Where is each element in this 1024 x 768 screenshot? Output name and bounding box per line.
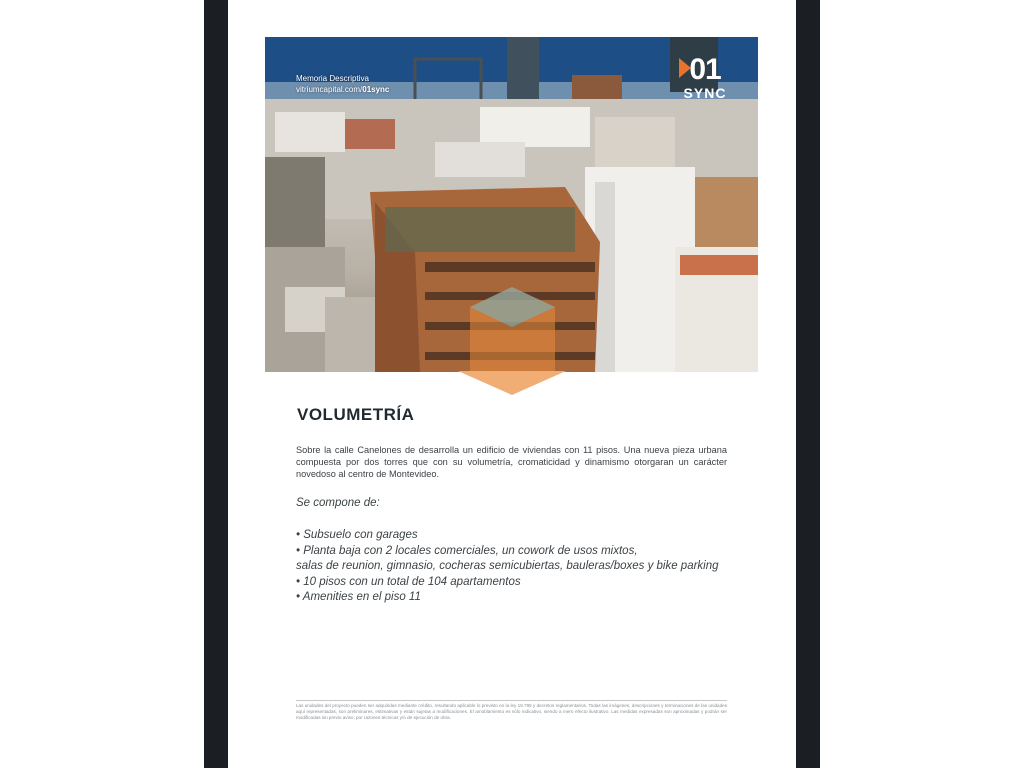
list-item: • Amenities en el piso 11 — [296, 591, 421, 603]
viewer-frame-right — [796, 0, 820, 768]
logo-number: 01 — [689, 53, 721, 86]
caption-url-prefix: vitriumcapital.com/ — [296, 85, 363, 94]
list-item: • 10 pisos con un total de 104 apartamentos — [296, 575, 521, 588]
viewer-frame-left — [204, 0, 228, 768]
document-page — [228, 0, 796, 768]
logo-arrow-icon — [679, 58, 691, 78]
list-item: • Subsuelo con garages — [296, 529, 418, 541]
logo-text: SYNC — [683, 85, 727, 101]
caption-title: Memoria Descriptiva — [296, 74, 369, 83]
sync-logo — [677, 55, 733, 105]
legal-disclaimer: Las unidades del proyecto pueden ser adquiridas mediante crédito, resultando aplicable lo previsto en la ley 18.795 y decretos reglamentarios. Todas las imágenes, descripciones y terminaciones de las unidades aquí representadas, son preliminares, estimativas y están sujetas a modificaciones. El amoblamiento es sólo indicativo, siendo a mero efecto ilustrativo. Las medidas expresadas son aproximadas y podrán ser modificadas sin previo aviso, por razones técnicas y/o de ejecución de obra. — [296, 703, 727, 720]
caption-url-bold: 01sync — [362, 85, 390, 94]
compone-label: Se compone de: — [296, 497, 380, 509]
list-item: • Planta baja con 2 locales comerciales, un cowork de usos mixtos, — [296, 544, 638, 557]
features-list — [296, 528, 756, 606]
list-item: salas de reunion, gimnasio, cocheras semicubiertas, bauleras/boxes y bike parking — [296, 560, 719, 572]
hero-rendering-image — [265, 37, 758, 372]
section-heading: VOLUMETRÍA — [297, 405, 415, 424]
orange-pointer-triangle — [458, 371, 566, 395]
intro-paragraph: Sobre la calle Canelones de desarrolla un edificio de viviendas con 11 pisos. Una nueva pieza urbana compuesta por dos torres que con su volumetría, cromaticidad y dinamismo otorgaran un carácter novedoso al centro de Montevideo. — [296, 445, 727, 479]
hero-caption — [296, 73, 389, 95]
footer-divider — [296, 700, 727, 701]
caption-url — [296, 84, 389, 95]
